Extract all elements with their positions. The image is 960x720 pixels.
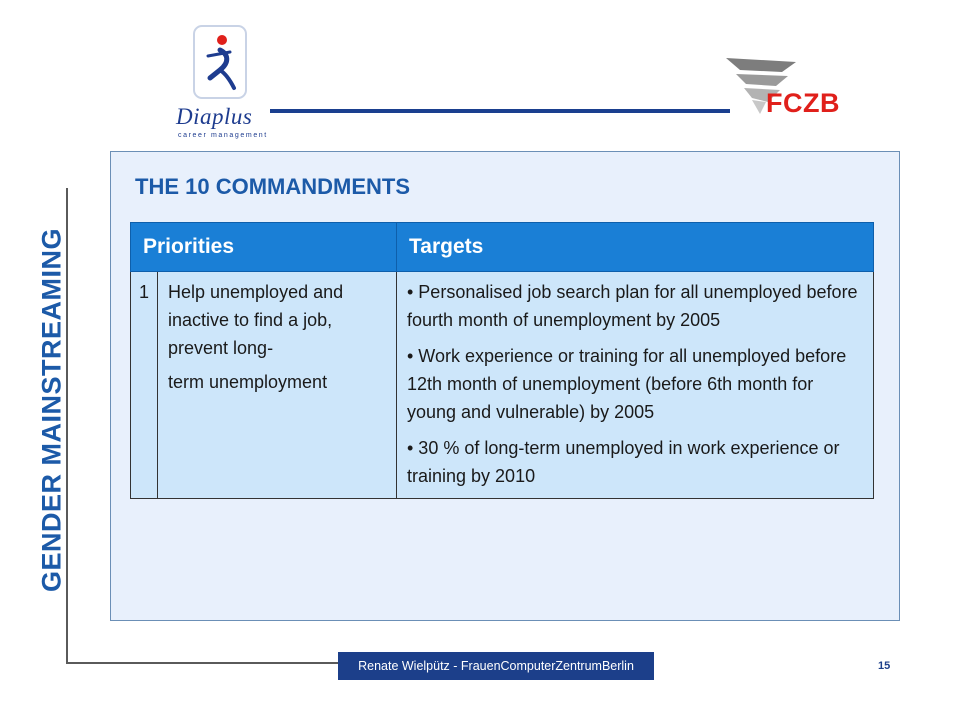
side-title: GENDER MAINSTREAMING bbox=[36, 227, 67, 593]
priority-text-line2: term unemployment bbox=[168, 372, 328, 392]
page-title: THE 10 COMMANDMENTS bbox=[135, 174, 411, 199]
diaplus-wordmark: Diaplus bbox=[176, 104, 253, 129]
commandments-table bbox=[130, 222, 874, 499]
diaplus-logo bbox=[170, 22, 270, 139]
priority-cell bbox=[158, 272, 397, 499]
content-panel bbox=[110, 151, 900, 621]
target-item: • 30 % of long-term unemployed in work experience or training by 2010 bbox=[407, 438, 840, 486]
header-targets: Targets bbox=[397, 223, 874, 272]
bottom-bracket-line bbox=[66, 662, 338, 664]
diaplus-tagline: career management bbox=[178, 132, 268, 139]
header-rule bbox=[270, 109, 730, 113]
target-item: • Personalised job search plan for all unemployed before fourth month of unemployment by 2005 bbox=[407, 282, 858, 330]
table-row bbox=[131, 272, 874, 499]
header-priorities: Priorities bbox=[131, 223, 397, 272]
priority-text-line1: Help unemployed and inactive to find a job, prevent long- bbox=[168, 282, 344, 358]
footer-credit: Renate Wielpütz - FrauenComputerZentrumBerlin bbox=[338, 652, 654, 680]
table-header-row bbox=[131, 223, 874, 272]
page-number: 15 bbox=[878, 660, 891, 672]
diaplus-figure-icon bbox=[190, 22, 250, 102]
target-item: • Work experience or training for all unemployed before 12th month of unemployment (before 6th month for young and vulnerable) by 2005 bbox=[407, 346, 847, 422]
fczb-wordmark: FCZB bbox=[766, 88, 840, 118]
fczb-logo bbox=[722, 56, 840, 126]
targets-cell bbox=[397, 272, 874, 499]
row-number: 1 bbox=[131, 272, 158, 499]
